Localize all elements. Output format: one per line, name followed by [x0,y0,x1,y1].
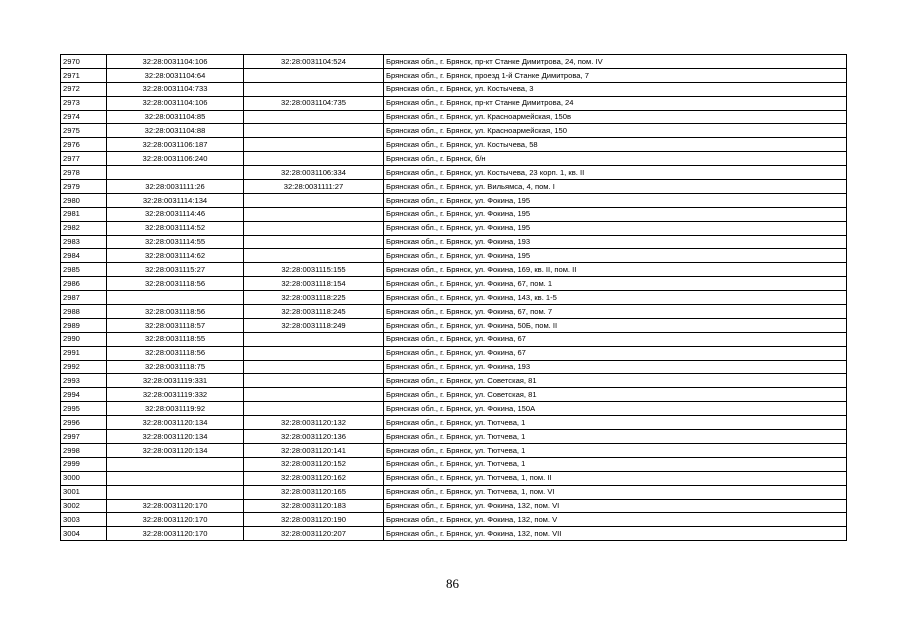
address-cell: Брянская обл., г. Брянск, ул. Фокина, 195 [384,249,847,263]
row-number-cell: 2976 [61,138,107,152]
premises-cadastral-number-cell: 32:28:0031120:162 [244,471,384,485]
premises-cadastral-number-cell: 32:28:0031118:245 [244,305,384,319]
table-row [61,249,847,263]
premises-cadastral-number-cell [244,374,384,388]
registry-table-body [61,55,847,541]
table-row [61,471,847,485]
row-number-cell: 2987 [61,291,107,305]
premises-cadastral-number-cell [244,138,384,152]
row-number-cell: 2971 [61,68,107,82]
cadastral-number-cell: 32:28:0031118:56 [107,277,244,291]
premises-cadastral-number-cell: 32:28:0031120:132 [244,416,384,430]
row-number-cell: 2998 [61,443,107,457]
premises-cadastral-number-cell [244,193,384,207]
row-number-cell: 2997 [61,430,107,444]
premises-cadastral-number-cell: 32:28:0031120:183 [244,499,384,513]
table-row [61,82,847,96]
row-number-cell: 2970 [61,55,107,69]
address-cell: Брянская обл., г. Брянск, ул. Фокина, 132, пом. VI [384,499,847,513]
table-row [61,152,847,166]
table-row [61,485,847,499]
cadastral-number-cell: 32:28:0031120:170 [107,513,244,527]
cadastral-number-cell: 32:28:0031120:134 [107,430,244,444]
row-number-cell: 3002 [61,499,107,513]
premises-cadastral-number-cell [244,110,384,124]
row-number-cell: 2993 [61,374,107,388]
address-cell: Брянская обл., г. Брянск, ул. Фокина, 150А [384,402,847,416]
table-row [61,499,847,513]
address-cell: Брянская обл., г. Брянск, ул. Фокина, 143, кв. 1-5 [384,291,847,305]
address-cell: Брянская обл., г. Брянск, ул. Фокина, 193 [384,360,847,374]
table-row [61,402,847,416]
row-number-cell: 2972 [61,82,107,96]
row-number-cell: 2980 [61,193,107,207]
address-cell: Брянская обл., г. Брянск, ул. Тютчева, 1 [384,443,847,457]
address-cell: Брянская обл., г. Брянск, ул. Фокина, 67, пом. 1 [384,277,847,291]
cadastral-number-cell [107,166,244,180]
premises-cadastral-number-cell [244,221,384,235]
table-row [61,207,847,221]
premises-cadastral-number-cell [244,402,384,416]
row-number-cell: 2992 [61,360,107,374]
table-row [61,318,847,332]
table-row [61,235,847,249]
table-row [61,305,847,319]
premises-cadastral-number-cell: 32:28:0031118:154 [244,277,384,291]
cadastral-number-cell: 32:28:0031120:170 [107,499,244,513]
premises-cadastral-number-cell [244,360,384,374]
cadastral-number-cell: 32:28:0031106:240 [107,152,244,166]
row-number-cell: 2986 [61,277,107,291]
row-number-cell: 2978 [61,166,107,180]
row-number-cell: 2979 [61,180,107,194]
row-number-cell: 2991 [61,346,107,360]
premises-cadastral-number-cell: 32:28:0031120:165 [244,485,384,499]
table-row [61,291,847,305]
cadastral-number-cell [107,485,244,499]
address-cell: Брянская обл., г. Брянск, б/н [384,152,847,166]
row-number-cell: 2994 [61,388,107,402]
premises-cadastral-number-cell: 32:28:0031115:155 [244,263,384,277]
cadastral-number-cell: 32:28:0031104:733 [107,82,244,96]
cadastral-number-cell: 32:28:0031118:75 [107,360,244,374]
cadastral-number-cell: 32:28:0031118:57 [107,318,244,332]
address-cell: Брянская обл., г. Брянск, ул. Костычева, 58 [384,138,847,152]
premises-cadastral-number-cell: 32:28:0031111:27 [244,180,384,194]
address-cell: Брянская обл., г. Брянск, ул. Фокина, 132, пом. V [384,513,847,527]
cadastral-number-cell: 32:28:0031104:88 [107,124,244,138]
cadastral-number-cell: 32:28:0031104:106 [107,55,244,69]
address-cell: Брянская обл., г. Брянск, ул. Красноармейская, 150 [384,124,847,138]
address-cell: Брянская обл., г. Брянск, пр-кт Станке Димитрова, 24 [384,96,847,110]
cadastral-number-cell: 32:28:0031111:26 [107,180,244,194]
row-number-cell: 2981 [61,207,107,221]
premises-cadastral-number-cell: 32:28:0031120:136 [244,430,384,444]
cadastral-number-cell: 32:28:0031120:170 [107,527,244,541]
address-cell: Брянская обл., г. Брянск, ул. Фокина, 195 [384,207,847,221]
premises-cadastral-number-cell: 32:28:0031120:207 [244,527,384,541]
address-cell: Брянская обл., г. Брянск, ул. Фокина, 50Б, пом. II [384,318,847,332]
table-row [61,68,847,82]
cadastral-number-cell [107,457,244,471]
table-row [61,180,847,194]
table-row [61,96,847,110]
premises-cadastral-number-cell [244,346,384,360]
premises-cadastral-number-cell [244,124,384,138]
table-row [61,55,847,69]
address-cell: Брянская обл., г. Брянск, ул. Фокина, 193 [384,235,847,249]
cadastral-number-cell: 32:28:0031119:332 [107,388,244,402]
table-row [61,110,847,124]
cadastral-number-cell: 32:28:0031114:46 [107,207,244,221]
table-row [61,360,847,374]
premises-cadastral-number-cell: 32:28:0031104:735 [244,96,384,110]
address-cell: Брянская обл., г. Брянск, ул. Тютчева, 1 [384,416,847,430]
row-number-cell: 2990 [61,332,107,346]
cadastral-number-cell: 32:28:0031120:134 [107,443,244,457]
table-row [61,166,847,180]
row-number-cell: 2996 [61,416,107,430]
address-cell: Брянская обл., г. Брянск, ул. Тютчева, 1 [384,430,847,444]
premises-cadastral-number-cell [244,235,384,249]
row-number-cell: 3000 [61,471,107,485]
row-number-cell: 2983 [61,235,107,249]
cadastral-number-cell: 32:28:0031114:52 [107,221,244,235]
address-cell: Брянская обл., г. Брянск, пр-кт Станке Димитрова, 24, пом. IV [384,55,847,69]
cadastral-number-cell: 32:28:0031114:134 [107,193,244,207]
premises-cadastral-number-cell: 32:28:0031118:249 [244,318,384,332]
premises-cadastral-number-cell [244,68,384,82]
address-cell: Брянская обл., г. Брянск, проезд 1-й Станке Димитрова, 7 [384,68,847,82]
row-number-cell: 2973 [61,96,107,110]
premises-cadastral-number-cell [244,249,384,263]
address-cell: Брянская обл., г. Брянск, ул. Фокина, 132, пом. VII [384,527,847,541]
row-number-cell: 2982 [61,221,107,235]
row-number-cell: 3001 [61,485,107,499]
row-number-cell: 2989 [61,318,107,332]
address-cell: Брянская обл., г. Брянск, ул. Красноармейская, 150в [384,110,847,124]
address-cell: Брянская обл., г. Брянск, ул. Фокина, 195 [384,221,847,235]
row-number-cell: 2975 [61,124,107,138]
address-cell: Брянская обл., г. Брянск, ул. Фокина, 195 [384,193,847,207]
address-cell: Брянская обл., г. Брянск, ул. Советская, 81 [384,388,847,402]
premises-cadastral-number-cell: 32:28:0031118:225 [244,291,384,305]
cadastral-number-cell: 32:28:0031115:27 [107,263,244,277]
address-cell: Брянская обл., г. Брянск, ул. Советская, 81 [384,374,847,388]
row-number-cell: 2985 [61,263,107,277]
address-cell: Брянская обл., г. Брянск, ул. Фокина, 67 [384,332,847,346]
table-row [61,457,847,471]
cadastral-number-cell: 32:28:0031106:187 [107,138,244,152]
cadastral-number-cell: 32:28:0031118:56 [107,305,244,319]
address-cell: Брянская обл., г. Брянск, ул. Фокина, 169, кв. II, пом. II [384,263,847,277]
cadastral-number-cell [107,471,244,485]
premises-cadastral-number-cell [244,152,384,166]
cadastral-number-cell: 32:28:0031114:55 [107,235,244,249]
table-row [61,513,847,527]
address-cell: Брянская обл., г. Брянск, ул. Костычева, 3 [384,82,847,96]
row-number-cell: 2999 [61,457,107,471]
premises-cadastral-number-cell: 32:28:0031104:524 [244,55,384,69]
cadastral-number-cell: 32:28:0031104:106 [107,96,244,110]
address-cell: Брянская обл., г. Брянск, ул. Тютчева, 1, пом. VI [384,485,847,499]
premises-cadastral-number-cell [244,332,384,346]
premises-cadastral-number-cell [244,207,384,221]
table-row [61,221,847,235]
premises-cadastral-number-cell: 32:28:0031120:190 [244,513,384,527]
table-row [61,332,847,346]
table-row [61,388,847,402]
row-number-cell: 2977 [61,152,107,166]
page-number: 86 [446,576,459,591]
premises-cadastral-number-cell: 32:28:0031120:141 [244,443,384,457]
cadastral-number-cell: 32:28:0031104:85 [107,110,244,124]
premises-cadastral-number-cell [244,388,384,402]
address-cell: Брянская обл., г. Брянск, ул. Тютчева, 1 [384,457,847,471]
premises-cadastral-number-cell: 32:28:0031106:334 [244,166,384,180]
table-row [61,346,847,360]
row-number-cell: 3004 [61,527,107,541]
row-number-cell: 3003 [61,513,107,527]
row-number-cell: 2988 [61,305,107,319]
address-cell: Брянская обл., г. Брянск, ул. Вильямса, 4, пом. I [384,180,847,194]
cadastral-number-cell: 32:28:0031118:55 [107,332,244,346]
cadastral-number-cell: 32:28:0031119:92 [107,402,244,416]
table-row [61,277,847,291]
address-cell: Брянская обл., г. Брянск, ул. Костычева, 23 корп. 1, кв. II [384,166,847,180]
registry-table [60,54,847,541]
row-number-cell: 2974 [61,110,107,124]
table-row [61,374,847,388]
table-row [61,416,847,430]
table-row [61,124,847,138]
table-row [61,443,847,457]
table-row [61,430,847,444]
table-row [61,263,847,277]
table-row [61,193,847,207]
address-cell: Брянская обл., г. Брянск, ул. Фокина, 67 [384,346,847,360]
row-number-cell: 2984 [61,249,107,263]
premises-cadastral-number-cell: 32:28:0031120:152 [244,457,384,471]
cadastral-number-cell: 32:28:0031119:331 [107,374,244,388]
table-row [61,527,847,541]
address-cell: Брянская обл., г. Брянск, ул. Фокина, 67, пом. 7 [384,305,847,319]
address-cell: Брянская обл., г. Брянск, ул. Тютчева, 1, пом. II [384,471,847,485]
premises-cadastral-number-cell [244,82,384,96]
cadastral-number-cell: 32:28:0031104:64 [107,68,244,82]
cadastral-number-cell: 32:28:0031120:134 [107,416,244,430]
row-number-cell: 2995 [61,402,107,416]
cadastral-number-cell: 32:28:0031114:62 [107,249,244,263]
cadastral-number-cell [107,291,244,305]
cadastral-number-cell: 32:28:0031118:56 [107,346,244,360]
table-row [61,138,847,152]
